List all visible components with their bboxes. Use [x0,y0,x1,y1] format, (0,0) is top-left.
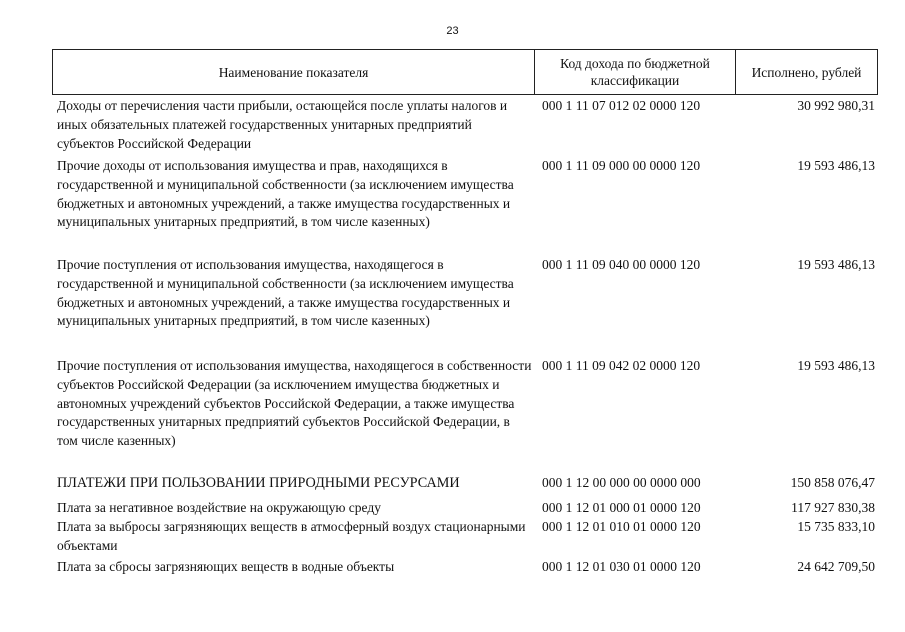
row-code: 000 1 12 01 000 01 0000 120 [542,500,701,515]
row-name: Плата за выбросы загрязняющих веществ в атмосферный воздух стационарными объектами [57,519,526,553]
row-name: Плата за негативное воздействие на окружающую среду [57,500,381,515]
row-amount: 117 927 830,38 [791,500,875,515]
row-code: 000 1 12 00 000 00 0000 000 [542,475,701,490]
page-number: 23 [446,25,459,37]
row-amount: 19 593 486,13 [797,158,875,173]
row-name: Плата за сбросы загрязняющих веществ в водные объекты [57,559,395,574]
header-code: Код дохода по бюджетной классификации [535,50,736,94]
row-code: 000 1 11 09 040 00 0000 120 [542,257,701,272]
row-amount: 19 593 486,13 [797,257,875,272]
row-amount: 24 642 709,50 [797,559,875,574]
row-amount: 19 593 486,13 [797,358,875,373]
row-name: Прочие доходы от использования имущества и прав, находящихся в государственной и муниципальной собственности (за исключением имущества бюджетных и автономных учреждений, а также имущества государственных и муниципальных унитарных предприятий, в том числе казенных) [57,158,514,230]
row-code: 000 1 12 01 010 01 0000 120 [542,519,701,534]
row-amount: 150 858 076,47 [790,475,875,490]
row-code: 000 1 11 07 012 02 0000 120 [542,98,701,113]
header-amount: Исполнено, рублей [751,64,862,80]
row-name: Прочие поступления от использования имущества, находящегося в собственности субъектов Российской Федерации (за исключением имущества бюджетных и автономных учреждений субъектов Российской Федерации, а также имущества государственных унитарных предприятий субъектов Российской Федерации, в том числе казенных) [57,358,532,449]
row-name: Прочие поступления от использования имущества, находящегося в государственной и муниципальной собственности (за исключением имущества бюджетных и автономных учреждений, а также имущества государственных и муниципальных унитарных предприятий, в том числе казенных) [57,257,514,329]
row-code: 000 1 12 01 030 01 0000 120 [542,559,701,574]
row-code: 000 1 11 09 042 02 0000 120 [542,358,701,373]
table-header [52,49,878,95]
row-code: 000 1 11 09 000 00 0000 120 [542,158,701,173]
row-amount: 30 992 980,31 [797,98,875,113]
row-amount: 15 735 833,10 [797,519,875,534]
row-name: Доходы от перечисления части прибыли, остающейся после уплаты налогов и иных обязательных платежей государственных унитарных предприятий субъектов Российской Федерации [57,98,508,151]
row-name: ПЛАТЕЖИ ПРИ ПОЛЬЗОВАНИИ ПРИРОДНЫМИ РЕСУРСАМИ [57,475,460,491]
header-name: Наименование показателя [53,50,535,94]
